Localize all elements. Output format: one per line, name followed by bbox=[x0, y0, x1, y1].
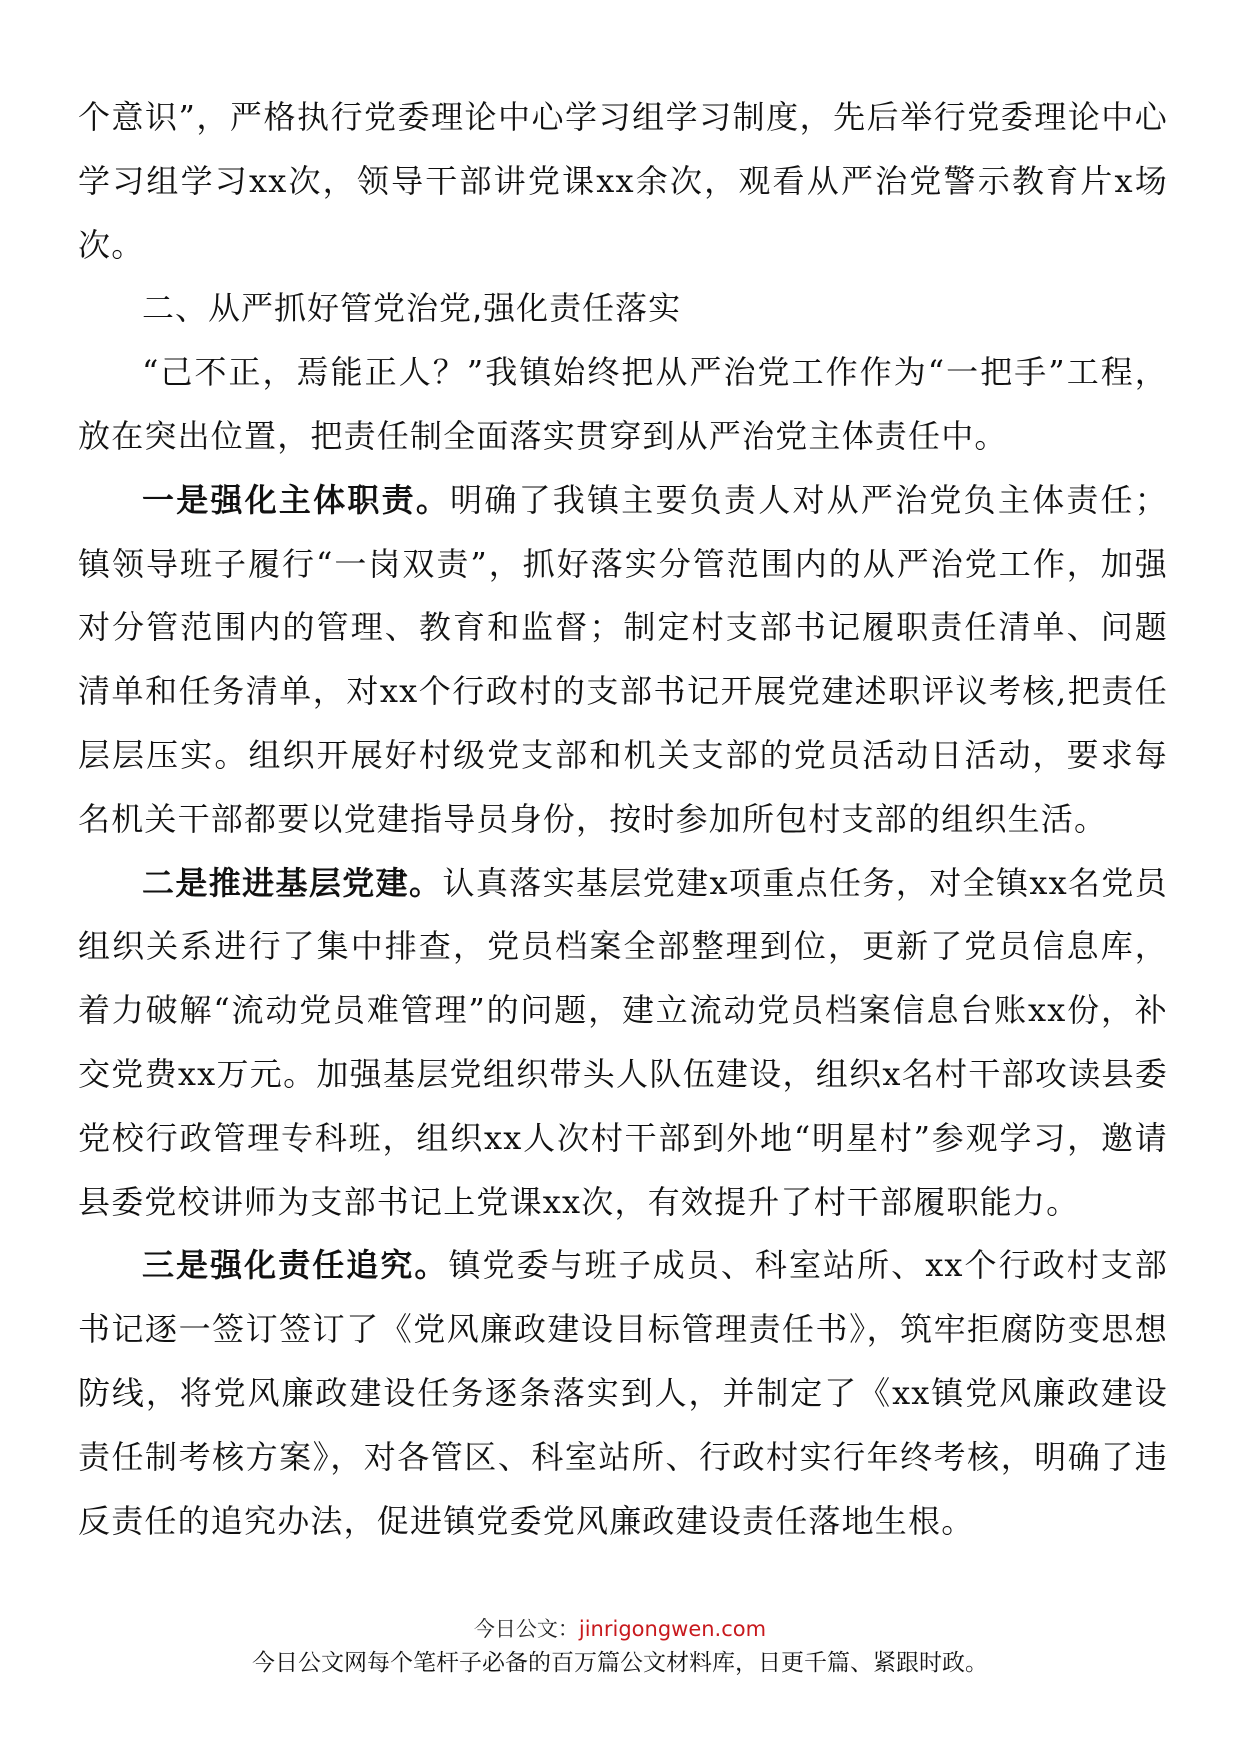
footer-slogan: 今日公文网每个笔杆子必备的百万篇公文材料库，日更千篇、紧跟时政。 bbox=[252, 1650, 988, 1676]
item-lead-1: 一是强化主体职责。 bbox=[142, 480, 451, 519]
item-text-2: 认真落实基层党建x项重点任务，对全镇xx名党员组织关系进行了集中排查，党员档案全部整理到位，更新了党员信息库，着力破解“流动党员难管理”的问题，建立流动党员档案信息台账xx份，补交党费xx万元。加强基层党组织带头人队伍建设，组织x名村干部攻读县委党校行政管理专科班，组织xx人次村干部到外地“明星村”参观学习，邀请县委党校讲师为支部书记上党课xx次，有效提升了村干部履职能力。 bbox=[78, 863, 1168, 1221]
item-lead-2: 二是推进基层党建。 bbox=[142, 863, 443, 902]
footer-site-line bbox=[0, 1612, 1240, 1646]
intro-paragraph: 个意识”，严格执行党委理论中心学习组学习制度，先后举行党委理论中心学习组学习xx次，领导干部讲党课xx余次，观看从严治党警示教育片x场次。 bbox=[78, 98, 1168, 264]
item-paragraph-2 bbox=[78, 852, 1168, 1235]
item-lead-3: 三是强化责任追究。 bbox=[142, 1246, 449, 1285]
section-heading: 二、从严抓好管党治党,强化责任落实 bbox=[142, 289, 682, 328]
item-paragraph-3 bbox=[78, 1234, 1168, 1553]
document-body bbox=[78, 86, 1168, 1553]
footer-site-url[interactable]: jinrigongwen.com bbox=[578, 1617, 767, 1641]
item-text-1: 明确了我镇主要负责人对从严治党负主体责任；镇领导班子履行“一岗双责”，抓好落实分管范围内的从严治党工作，加强对分管范围内的管理、教育和监督；制定村支部书记履职责任清单、问题清单和任务清单，对xx个行政村的支部书记开展党建述职评议考核,把责任层层压实。组织开展好村级党支部和机关支部的党员活动日活动，要求每名机关干部都要以党建指导员身份，按时参加所包村支部的组织生活。 bbox=[78, 480, 1168, 838]
section-intro-paragraph: “己不正，焉能正人？”我镇始终把从严治党工作作为“一把手”工程，放在突出位置，把责任制全面落实贯穿到从严治党主体责任中。 bbox=[78, 353, 1168, 455]
footer-site-label: 今日公文： bbox=[473, 1617, 579, 1641]
item-text-3: 镇党委与班子成员、科室站所、xx个行政村支部书记逐一签订签订了《党风廉政建设目标管理责任书》，筑牢拒腐防变思想防线，将党风廉政建设任务逐条落实到人，并制定了《xx镇党风廉政建设责任制考核方案》，对各管区、科室站所、行政村实行年终考核，明确了违反责任的追究办法，促进镇党委党风廉政建设责任落地生根。 bbox=[78, 1246, 1168, 1540]
item-paragraph-1 bbox=[78, 469, 1168, 852]
page-footer bbox=[0, 1612, 1240, 1680]
